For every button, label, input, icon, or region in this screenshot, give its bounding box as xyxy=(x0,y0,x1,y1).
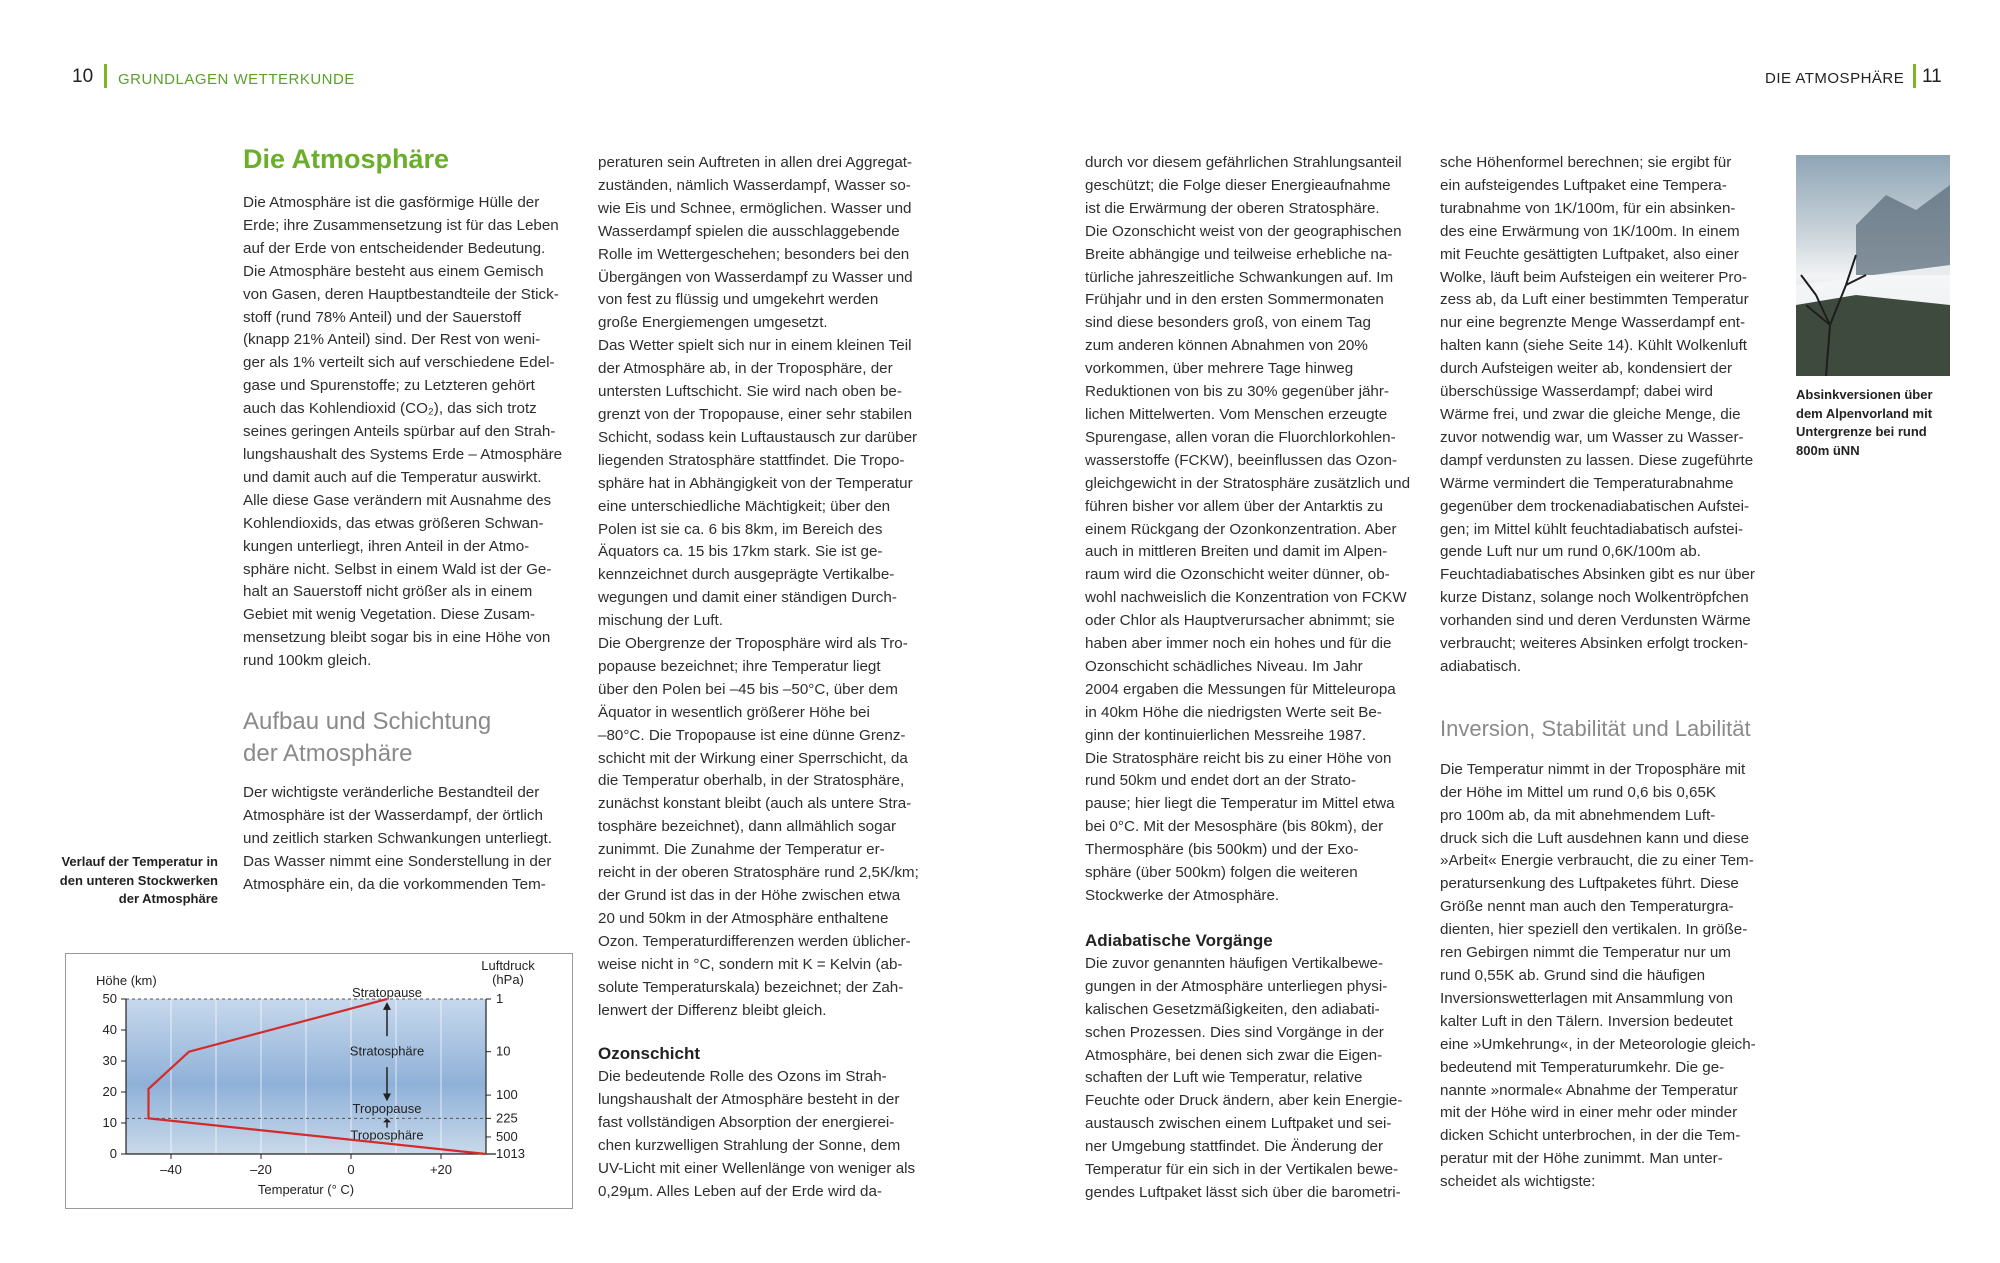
text-line: lungshaushalt des Systems Erde – Atmosphäre xyxy=(243,445,563,463)
text-line: Temperatur für ein sich in der Vertikalen bewe- xyxy=(1085,1161,1399,1179)
col3-paragraph-2 xyxy=(1085,953,1425,1205)
text-line: stoff (rund 78% Anteil) und der Sauerstoff xyxy=(243,308,522,326)
text-line: 2004 ergaben die Messungen für Mitteleuropa xyxy=(1085,680,1396,698)
text-line: Schicht, sodass kein Luftaustausch zur darüber xyxy=(598,428,918,446)
text-line: gende Luft nur um rund 0,6K/100m ab. xyxy=(1440,543,1701,561)
text-line: rund 0,55K ab. Grund sind die häufigen xyxy=(1440,967,1706,984)
text-line: durch Aufsteigen weiter ab, kondensiert der xyxy=(1440,360,1733,378)
text-line: Breite abhängige und teilweise erhebliche na- xyxy=(1085,245,1393,263)
text-line: auch das Kohlendioxid (CO₂), das sich trotz xyxy=(243,400,537,418)
text-line: scheidet als wichtigste: xyxy=(1440,1173,1596,1191)
text-line: Äquator in wesentlich größerer Höhe bei xyxy=(598,703,870,721)
pressure-axis-label-2: (hPa) xyxy=(492,972,524,987)
text-line: Inversionswetterlagen mit Ansammlung von xyxy=(1440,989,1733,1007)
column-2 xyxy=(598,152,938,1204)
text-line: Das Wasser nimmt eine Sonderstellung in der xyxy=(243,852,552,870)
text-line: Wärme frei, und zwar die gleiche Menge, die xyxy=(1440,405,1741,423)
text-line: halten kann (siehe Seite 14). Kühlt Wolkenluft xyxy=(1440,337,1748,355)
text-line: bedeutend mit Temperaturumkehr. Die ge- xyxy=(1440,1058,1725,1076)
left-running-head: GRUNDLAGEN WETTERKUNDE xyxy=(118,71,355,88)
text-line: adiabatisch. xyxy=(1440,657,1522,675)
pressure-axis-label-1: Luftdruck xyxy=(481,958,535,973)
text-line: austausch zwischen einem Luftpaket und sei- xyxy=(1085,1115,1392,1133)
text-line: Frühjahr und in den ersten Sommermonaten xyxy=(1085,291,1384,309)
text-line: halt an Sauerstoff nicht größer als in einem xyxy=(243,583,533,601)
text-line: Ozonschicht schädliches Niveau. Im Jahr xyxy=(1085,657,1363,675)
text-line: gegenüber dem trockenadiabatischen Aufstei- xyxy=(1440,497,1750,515)
text-line: mit der Höhe wird in einer mehr oder minder xyxy=(1440,1104,1738,1122)
y-tick-label: 10 xyxy=(102,1115,117,1130)
text-line: tosphäre bezeichnet), dann allmählich sogar xyxy=(598,818,897,836)
text-line: überschüssige Wasserdampf; dabei wird xyxy=(1440,383,1713,401)
col1-paragraph-2 xyxy=(243,782,583,897)
text-line: ren Gebirgen nimmt die Temperatur nur um xyxy=(1440,944,1731,962)
page-title: Die Atmosphäre xyxy=(243,144,450,174)
text-line: sphäre nicht. Selbst in einem Wald ist der Ge- xyxy=(243,560,552,578)
x-axis-label: Temperatur (° C) xyxy=(257,1182,355,1197)
col2-paragraph-2 xyxy=(598,1066,938,1203)
temperature-chart xyxy=(65,953,573,1209)
text-line: dampf verdunsten zu lassen. Diese zugeführte xyxy=(1440,451,1754,469)
text-line: mischung der Luft. xyxy=(598,612,723,630)
text-line: zunimmt. Die Zunahme der Temperatur er- xyxy=(598,841,885,859)
chart-caption-line: den unteren Stockwerken xyxy=(59,872,218,888)
text-line: lichen Mittelwerten. Vom Menschen erzeugte xyxy=(1085,405,1388,423)
text-line: gungen in der Atmosphäre unterliegen physi- xyxy=(1085,977,1388,995)
text-line: »Arbeit« Energie verbraucht, die zu einer Tem- xyxy=(1440,852,1754,870)
text-line: lungshaushalt der Atmosphäre besteht in der xyxy=(598,1091,900,1109)
col3-paragraph xyxy=(1085,152,1425,908)
text-line: wie Eis und Schnee, ermöglichen. Wasser und xyxy=(598,199,912,217)
text-line: mensetzung bleibt sogar bis in eine Höhe von xyxy=(243,629,551,647)
temperature-chart-svg xyxy=(66,954,572,1208)
pressure-label: 225 xyxy=(496,1110,518,1126)
text-line: die Temperatur oberhalb, in der Stratosphäre, xyxy=(598,772,905,790)
pressure-label: 10 xyxy=(496,1043,511,1059)
text-line: peraturen sein Auftreten in allen drei Aggregat- xyxy=(598,154,913,171)
text-line: große Energiemengen umgesetzt. xyxy=(598,314,828,332)
text-line: seines geringen Anteils spürbar auf den Strah- xyxy=(243,423,556,441)
text-line: peratursenkung des Luftpaketes führt. Diese xyxy=(1440,875,1739,893)
text-line: mit Feuchte gesättigten Luftpaket, also einer xyxy=(1440,245,1739,263)
text-line: zum anderen können Abnahmen von 20% xyxy=(1085,337,1368,355)
text-line: vorkommen, über mehrere Tage hinweg xyxy=(1085,360,1354,378)
y-tick-label: 40 xyxy=(102,1022,117,1037)
x-tick-label: –20 xyxy=(250,1162,272,1177)
col1-paragraph xyxy=(243,192,583,673)
layer-label: Tropopause xyxy=(352,1101,422,1117)
text-line: wegungen und damit einer ständigen Durch- xyxy=(598,589,897,607)
text-line: zuvor notwendig war, um Wasser zu Wasser- xyxy=(1440,428,1744,446)
col4-paragraph xyxy=(1440,152,1780,679)
text-line: türliche jahreszeitliche Schwankungen auf. Im xyxy=(1085,268,1394,286)
text-line: Stockwerke der Atmosphäre. xyxy=(1085,887,1280,904)
text-line: zuständen, nämlich Wasserdampf, Wasser so- xyxy=(598,176,911,194)
chart-caption-line: der Atmosphäre xyxy=(118,891,218,906)
text-line: gendes Luftpaket lässt sich über die barometri- xyxy=(1085,1183,1401,1201)
text-line: Die Atmosphäre besteht aus einem Gemisch xyxy=(243,262,544,280)
text-line: kungen unterliegt, ihren Anteil in der Atmo- xyxy=(243,537,530,555)
text-line: sche Höhenformel berechnen; sie ergibt für xyxy=(1440,154,1732,171)
text-line: lenwert der Differenz bleibt gleich. xyxy=(598,1001,827,1019)
left-page-number: 10 xyxy=(72,66,94,87)
y-tick-label: 50 xyxy=(102,991,117,1006)
text-line: eine »Umkehrung«, in der Meteorologie gleich- xyxy=(1440,1035,1756,1053)
text-line: raum wird die Ozonschicht weiter dünner, ob- xyxy=(1085,566,1390,584)
text-line: Feuchtadiabatisches Absinken gibt es nur über xyxy=(1440,566,1755,584)
text-line: schen Prozessen. Dies sind Vorgänge in der xyxy=(1085,1023,1384,1041)
text-line: Die Atmosphäre ist die gasförmige Hülle der xyxy=(243,194,540,211)
text-line: UV-Licht mit einer Wellenlänge von weniger als xyxy=(598,1160,916,1178)
text-line: sphäre hat in Abhängigkeit von der Temperatur xyxy=(598,474,913,492)
heading-inversion: Inversion, Stabilität und Labilität xyxy=(1440,715,1751,741)
text-line: chen kurzwelligen Strahlung der Sonne, dem xyxy=(598,1137,901,1155)
text-line: wasserstoffe (FCKW), beeinflussen das Ozon- xyxy=(1085,451,1398,469)
pressure-label: 1 xyxy=(496,991,504,1006)
text-line: Die Ozonschicht weist von der geographischen xyxy=(1085,222,1402,240)
subheading-aufbau-1: Aufbau und Schichtung xyxy=(243,708,492,736)
text-line: haben aber immer noch ein hohes und für die xyxy=(1085,635,1392,653)
text-line: und zeitlich starken Schwankungen unterliegt. xyxy=(243,829,553,847)
left-header-divider xyxy=(104,64,107,88)
heading-ozonschicht: Ozonschicht xyxy=(598,1044,701,1064)
text-line: von fest zu flüssig und umgekehrt werden xyxy=(598,291,879,309)
column-1 xyxy=(243,143,583,897)
text-line: solute Temperaturskala) bezeichnet; der Zah- xyxy=(598,978,904,996)
text-line: Übergängen von Wasserdampf zu Wasser und xyxy=(598,268,913,286)
text-line: Atmosphäre ein, da die vorkommenden Tem- xyxy=(243,875,546,893)
text-line: Erde; ihre Zusammensetzung ist für das Leben xyxy=(243,216,559,234)
y-tick-label: 20 xyxy=(102,1084,117,1099)
text-line: Reduktionen von bis zu 30% gegenüber jähr- xyxy=(1085,383,1389,401)
text-line: zunächst konstant bleibt (auch als untere Stra- xyxy=(598,795,912,813)
text-line: Gebiet mit wenig Vegetation. Diese Zusam- xyxy=(243,606,536,624)
x-tick-label: –40 xyxy=(160,1162,182,1177)
text-line: Feuchte oder Druck ändern, aber kein Energie- xyxy=(1085,1092,1403,1110)
photo-caption-line: Untergrenze bei rund xyxy=(1796,424,1927,439)
y-tick-label: 30 xyxy=(102,1053,117,1068)
layer-label: Stratosphäre xyxy=(349,1043,425,1059)
text-line: dienten, hier speziell den vertikalen. In größe- xyxy=(1440,921,1748,939)
text-line: rund 100km gleich. xyxy=(243,652,372,670)
text-line: sind diese besonders groß, von einem Tag xyxy=(1085,314,1371,332)
layer-label: Troposphäre xyxy=(350,1127,424,1143)
text-line: rund 50km und endet dort an der Strato- xyxy=(1085,772,1357,790)
pressure-label: 1013 xyxy=(496,1146,525,1161)
text-line: fast vollständigen Absorption der energierei- xyxy=(598,1114,895,1132)
text-line: verbraucht; weiteres Absinken erfolgt trocken- xyxy=(1440,635,1749,653)
text-line: Äquators ca. 15 bis 17km stark. Sie ist ge- xyxy=(598,543,883,561)
text-line: peratur mit der Höhe zunimmt. Man unter- xyxy=(1440,1150,1723,1168)
column-4 xyxy=(1440,152,1780,1194)
chart-caption xyxy=(40,853,218,909)
text-line: zess ab, da Luft einer bestimmten Temperatur xyxy=(1440,291,1749,309)
text-line: schicht mit der Wirkung einer Sperrschicht, da xyxy=(598,749,908,767)
text-line: Polen ist sie ca. 6 bis 8km, im Bereich des xyxy=(598,520,883,538)
right-header-divider xyxy=(1913,64,1916,88)
text-line: Ozon. Temperaturdifferenzen werden üblicher- xyxy=(598,932,911,950)
chart-caption-line: Verlauf der Temperatur in xyxy=(61,854,218,869)
text-line: Die bedeutende Rolle des Ozons im Strah- xyxy=(598,1068,887,1086)
text-line: der Grund ist das in der Höhe zwischen etwa xyxy=(598,887,901,904)
text-line: pause; hier liegt die Temperatur im Mittel etwa xyxy=(1085,795,1395,813)
text-line: ist die Erwärmung der oberen Stratosphäre. xyxy=(1085,199,1380,217)
photo-caption-line: dem Alpenvorland mit xyxy=(1796,405,1933,421)
y-tick-label: 0 xyxy=(109,1146,117,1161)
text-line: druck sich die Luft ausdehnen kann und diese xyxy=(1440,829,1750,847)
text-line: Der wichtigste veränderliche Bestandteil der xyxy=(243,784,540,802)
text-line: Die Stratosphäre reicht bis zu einer Höhe von xyxy=(1085,749,1392,767)
text-line: weise nicht in °C, sondern mit K = Kelvin (ab- xyxy=(598,955,903,973)
photo-caption-line: Absinkversionen über xyxy=(1796,387,1933,402)
text-line: durch vor diesem gefährlichen Strahlungsanteil xyxy=(1085,154,1402,171)
text-line: Thermosphäre (bis 500km) und der Exo- xyxy=(1085,841,1359,859)
text-line: turabnahme von 1K/100m, für ein absinken- xyxy=(1440,199,1736,217)
text-line: geschützt; die Folge dieser Energieaufnahme xyxy=(1085,176,1391,194)
text-line: Wasserdampf spielen die ausschlaggebende xyxy=(598,222,900,240)
text-line: Das Wetter spielt sich nur in einem kleinen Teil xyxy=(598,337,912,355)
text-line: sphäre (über 500km) folgen die weiteren xyxy=(1085,864,1358,882)
alpine-inversion-photo xyxy=(1796,155,1950,376)
text-line: gase und Spurenstoffe; zu Letzteren gehört xyxy=(243,377,535,395)
text-line: –80°C. Die Tropopause ist eine dünne Grenz- xyxy=(598,726,906,744)
text-line: nur eine begrenzte Menge Wasserdampf ent- xyxy=(1440,314,1746,332)
text-line: gleichgewicht in der Stratosphäre zusätzlich und xyxy=(1085,474,1411,492)
text-line: einem Rückgang der Ozonkonzentration. Aber xyxy=(1085,520,1397,538)
photo-caption-line: 800m üNN xyxy=(1796,442,1860,458)
text-line: der Höhe im Mittel um rund 0,6 bis 0,65K xyxy=(1440,783,1717,801)
text-line: Die zuvor genannten häufigen Vertikalbewe- xyxy=(1085,954,1384,972)
text-line: 20 und 50km in der Atmosphäre enthaltene xyxy=(598,909,889,927)
text-line: der Atmosphäre ab, in der Troposphäre, der xyxy=(598,360,893,378)
text-line: Die Obergrenze der Troposphäre wird als Tro- xyxy=(598,635,908,653)
text-line: führen bisher vor allem über der Antarktis zu xyxy=(1085,497,1383,515)
text-line: auf der Erde von entscheidender Bedeutung. xyxy=(243,239,546,257)
text-line: Alle diese Gase verändern mit Ausnahme des xyxy=(243,491,552,509)
text-line: und damit auch auf die Temperatur auswirkt. xyxy=(243,468,542,486)
text-line: ginn der kontinuierlichen Messreihe 1987. xyxy=(1085,726,1367,744)
text-line: eine unterschiedliche Mächtigkeit; über den xyxy=(598,497,891,515)
text-line: Wolke, läuft beim Aufsteigen ein weiterer Pro- xyxy=(1440,268,1747,286)
text-line: untersten Luftschicht. Sie wird nach oben be- xyxy=(598,383,902,401)
text-line: bei 0°C. Mit der Mesosphäre (bis 80km), der xyxy=(1085,818,1384,836)
text-line: kalter Luft in den Tälern. Inversion bedeutet xyxy=(1440,1012,1733,1030)
text-line: grenzt von der Tropopause, einer sehr stabilen xyxy=(598,405,913,423)
text-line: wohl nachweislich die Konzentration von FCKW xyxy=(1085,589,1407,607)
column-3 xyxy=(1085,152,1425,1205)
text-line: (knapp 21% Anteil) sind. Der Rest von weni- xyxy=(243,331,541,349)
x-tick-label: +20 xyxy=(429,1162,453,1177)
text-line: von Gasen, deren Hauptbestandteile der Stick- xyxy=(243,285,559,303)
text-line: liegenden Stratosphäre stattfindet. Die Tropo- xyxy=(598,451,905,469)
pressure-label: 100 xyxy=(496,1087,518,1103)
text-line: oder Chlor als Hauptverursacher abnimmt; sie xyxy=(1085,612,1395,630)
text-line: Atmosphäre, bei denen sich zwar die Eigen- xyxy=(1085,1046,1383,1064)
text-line: vorhanden sind und deren Verdunsten Wärme xyxy=(1440,612,1751,630)
text-line: ein aufsteigendes Luftpaket eine Tempera- xyxy=(1440,176,1727,194)
right-page-number: 11 xyxy=(1922,66,1942,87)
text-line: ner Umgebung stattfindet. Die Änderung der xyxy=(1085,1138,1384,1156)
text-line: Spurengase, allen voran die Fluorchlorkohlen- xyxy=(1085,428,1396,446)
layer-label: Stratopause xyxy=(351,984,423,1000)
text-line: kennzeichnet durch ausgeprägte Vertikalbe- xyxy=(598,566,895,584)
text-line: pro 100m ab, da mit abnehmendem Luft- xyxy=(1440,806,1716,824)
text-line: schaften der Luft wie Temperatur, relative xyxy=(1085,1069,1363,1087)
text-line: auch in mittleren Breiten und damit im Alpen- xyxy=(1085,543,1388,561)
y-axis-label: Höhe (km) xyxy=(96,973,157,988)
text-line: Wärme vermindert die Temperaturabnahme xyxy=(1440,474,1734,492)
text-line: kalischen Gesetzmäßigkeiten, den adiabati- xyxy=(1085,1000,1380,1018)
text-line: Die Temperatur nimmt in der Troposphäre mit xyxy=(1440,760,1746,778)
text-line: Rolle im Wettergeschehen; besonders bei den xyxy=(598,245,910,263)
heading-adiabatische-vorgaenge: Adiabatische Vorgänge xyxy=(1085,930,1273,950)
text-line: kurze Distanz, solange noch Wolkentröpfchen xyxy=(1440,589,1749,607)
col2-paragraph xyxy=(598,152,938,1022)
text-line: Atmosphäre ist der Wasserdampf, der örtlich xyxy=(243,806,543,824)
right-running-head: DIE ATMOSPHÄRE xyxy=(1765,70,1905,87)
text-line: reicht in der oberen Stratosphäre rund 2,5K/km; xyxy=(598,864,919,882)
text-line: nannte »normale« Abnahme der Temperatur xyxy=(1440,1081,1738,1099)
text-line: dicken Schicht unterbrochen, in der die Tem- xyxy=(1440,1127,1741,1145)
subheading-aufbau-2: der Atmosphäre xyxy=(243,740,413,768)
text-line: gen; im Mittel kühlt feuchtadiabatisch aufstei- xyxy=(1440,520,1744,538)
x-tick-label: 0 xyxy=(347,1162,355,1177)
photo-caption xyxy=(1796,386,1966,460)
text-line: 0,29µm. Alles Leben auf der Erde wird da- xyxy=(598,1182,882,1200)
text-line: in 40km Höhe die niedrigsten Werte seit Be- xyxy=(1085,703,1382,721)
col4-paragraph-2 xyxy=(1440,759,1780,1194)
text-line: Größe nennt man auch den Temperaturgra- xyxy=(1440,898,1734,916)
pressure-label: 500 xyxy=(496,1128,518,1144)
text-line: des eine Erwärmung von 1K/100m. In einem xyxy=(1440,222,1740,240)
text-line: popause bezeichnet; ihre Temperatur liegt xyxy=(598,657,881,675)
text-line: über den Polen bei –45 bis –50°C, über dem xyxy=(598,680,898,698)
text-line: ger als 1% verteilt sich auf verschiedene Edel- xyxy=(243,354,555,372)
text-line: Kohlendioxids, das etwas größeren Schwan- xyxy=(243,514,544,532)
